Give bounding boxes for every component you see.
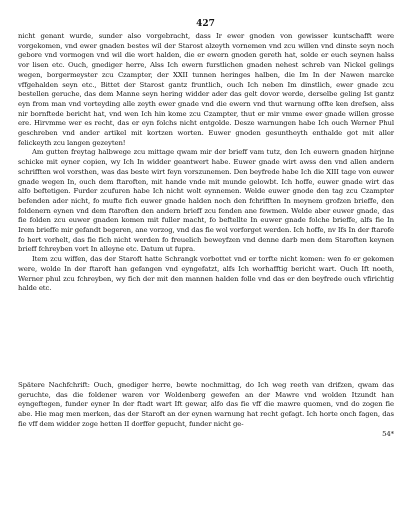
note-text <box>18 381 394 439</box>
paragraph: Item zcu wiffen, das der Staroft hatte Schrangk vorbottet vnd er torfte nicht komen: wen fo er gekomen were, wolde In der ftaroft han gefangen vnd eyngefatzt, alfs Ich worhafftig bericht wart. Ouch Ift noeth, Werner phul zcu fchreyben, wy fich der mit den mannen halden folle vnd das er den beyfrede ouch vfirichtig halde etc. <box>18 255 394 293</box>
main-text <box>18 32 394 294</box>
page-number: 427 <box>196 19 215 29</box>
signature-mark: 54* <box>382 429 394 438</box>
paragraph: Am gutten freytag halbwege zcu mittage qwam mir der brieff vam tutz, den Ich euwern gnaden hirjnne schicke mit eyner copien, wy Ich In widder geantwert habe. Euwer gnade wirt awss den vnd allen andern schrifften wol vorsthen, was das beste wirt feyn vorszunemen. Den beyfrede habe Ich die XIII tage von euwer gnade wegen In, ouch dem ftaroften, mit hande vnde mit munde gelowbt. Ich hoffe, euwer gnade wirt das alfo beftetigen. Furder zcufuren habe Ich nicht wolt eynnemen. Welde euwer gnode den tag zcu Czampter befenden ader nicht, fo mufte fich euwer gnade halden noch den fchrifften In meynem grofzen brieffe, den foldenern eynen vnd dem ftaroften den andern brieff zcu fenden ane fewmen. Welde aber euwer gnade, das fie folden zcu euwer gnaden komen mit fuller macht, fo beftellte In euwer gnade folche brieffe, alfs fie In Irem brieffe mir gefandt begeren, ane vorzog, vnd das fie wol vorforget werden. Ich hoffe, nv Ifs In der ftarofe fo hert vorhelt, das fie fich nicht werden fo freuelich beweyfzen vnd denne darb men dem Staroften keynen brieff fchreyben vort In alleyne etc. Datum ut fupra. <box>18 148 394 254</box>
paragraph: nicht genant wurde, sunder also vorgebracht, dass Ir ewer gnoden von gewisser kuntschafft were vorgekomen, vnd ewer gnaden bestes wil der Starost alzeyth vornemen vnd zcu willen vnd dinste seyn noch gebore vnd vormogen vnd wil die wort halden, die er ewern gnoden gereth hat, solde er euch seynen halss vor lisen etc. Ouch, gnediger herre, Alss Ich ewern furstlichen gnaden nehest schreb van Nickel gelings wegen, borgermeyster zcu Czampter, der XXII tunnen heringes halben, die Im In der Nawen marcke vffgehalden seyn etc., Bittet der Starost gantz fruntlich, ouch Ich neben Im dinstlich, ewer gnade zcu bestellen geruche, das dem Manne seyn hering widder ader das gelt dovor werde, derselbe geling Ist gantz eyn from man vnd vorteyding alle zeyth ewer gnade vnd die ewern vnd thut warnung offte ken drefsen, alss nir bornftede bericht hat, vnd wen Ich hin kome zcu Czampter, thut er mir vmme ewer gnade willen grosse ere. Hirvmme wer es recht, das er eyn folchs nicht entgolde. Desze warnungen habe Ich ouch Werner Phul geschreben vnd ander artikel mit kortzen worten. Euwer gnoden gesuntheyth enthalde got mit aller felickeyth zcu langen gezeyten! <box>18 32 394 147</box>
note-paragraph: Spätere Nachfchrift: Ouch, gnediger herre, bewte nochmittag, do Ich weg reeth van drifzen, qwam das geruchte, das die foldener waren vor Woldenberg gewefen an der Mawre vnd wolden Itzundt han eyngeftegen, funder eyner In der ftadt wart Ift gewar, alfo das fie vff die mawre quomen, vnd do zogen fie abe. Hie mag men merken, das der Staroft an der eynen warnung hat recht gefagt. Ich horte onch fagen, das fie vff dem widder zoge hetten II dorffer gepucht, funder nicht ge- <box>18 381 394 428</box>
